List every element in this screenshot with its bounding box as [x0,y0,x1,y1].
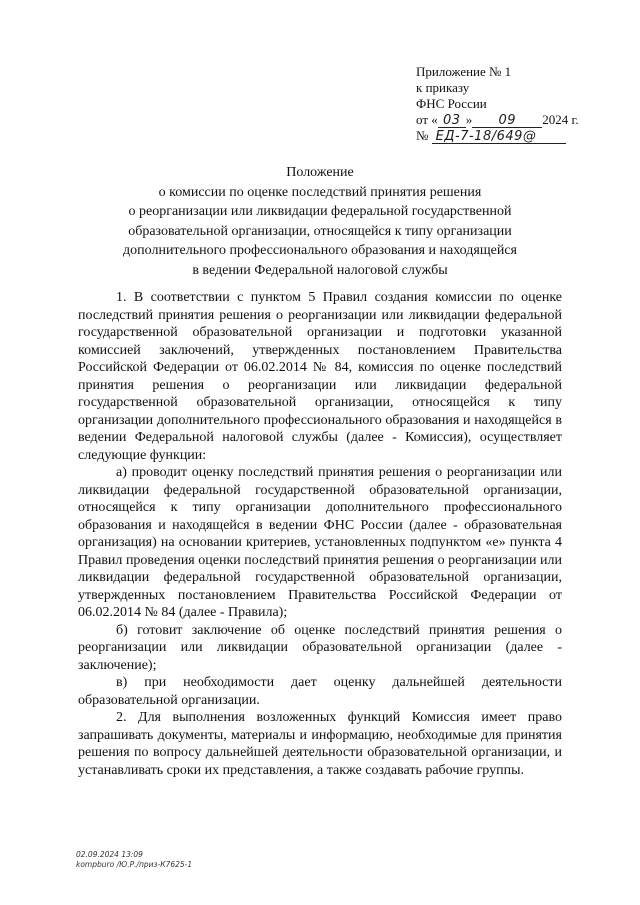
date-day-handwritten: 03 [438,114,466,128]
appendix-line-2: к приказу [416,80,470,95]
appendix-header [416,64,616,144]
print-stamp-date: 02.09.2024 13:09 [76,850,143,859]
appendix-line-1: Приложение № 1 [416,64,512,79]
title-line-1: о комиссии по оценке последствий принятия решения [158,184,482,200]
appendix-line-3: ФНС России [416,96,487,111]
date-month-handwritten: 09 [472,114,542,128]
title-line-4: дополнительного профессионального образования и находящейся [123,243,517,258]
date-mid: » [465,112,473,127]
title-line-3: образовательной организации, относящейся к типу организации [128,223,512,239]
appendix-date-line [416,112,616,128]
title-line-2: о реорганизации или ликвидации федеральной государственной [128,204,512,219]
print-stamp-author: kompburo /Ю.Р./приз-К7625-1 [76,860,193,869]
paragraph-1: 1. В соответствии с пунктом 5 Правил создания комиссии по оценке последствий принятия решения о реорганизации или ликвидации федеральной государственной образовательной организации и подготовки указанной комиссией заключений, утвержденных постановлением Правительства Российской Федерации от 06.02.2014 № 84, комиссия по оценке последствий принятия решения о реорганизации или ликвидации федеральной государственной образовательной организации, относящейся к типу организации дополнительного профессионального образования и находящейся в ведении Федеральной налоговой службы (далее - Комиссия), осуществляет следующие функции: [78,290,562,463]
appendix-number-line [416,128,616,144]
document-body [78,289,562,779]
number-prefix: № [416,128,429,143]
title-line-5: в ведении Федеральной налоговой службы [192,262,448,278]
paragraph-2: 2. Для выполнения возложенных функций Комиссия имеет право запрашивать документы, материалы и информацию, необходимые для принятия решения по вопросу дальнейшей деятельности образовательной организации, и устанавливать сроки их представления, а также создавать рабочие группы. [78,710,562,778]
title-heading: Положение [286,165,354,180]
subparagraph-c: в) при необходимости дает оценку дальнейшей деятельности образовательной организации. [78,675,562,708]
date-prefix: от « [416,112,438,127]
subparagraph-a: а) проводит оценку последствий принятия решения о реорганизации или ликвидации федеральной государственной образовательной организации, относящейся к типу организации дополнительного профессионального образования и находящейся в ведении ФНС России (далее - образовательная организация) на основании критериев, установленных подпунктом «е» пункта 4 Правил проведения оценки последствий принятия решения о реорганизации или ликвидации федеральной государственной образовательной организации, утвержденных постановлением Правительства Российской Федерации от 06.02.2014 № 84 (далее - Правила); [78,465,562,620]
print-stamp [76,850,192,870]
date-year: 2024 г. [542,112,579,127]
document-title [70,163,570,280]
subparagraph-b: б) готовит заключение об оценке последствий принятия решения о реорганизации или ликвидации образовательной организации (далее - заключение); [78,622,562,673]
order-number-handwritten: ЕД-7-18/649@ [432,130,566,144]
